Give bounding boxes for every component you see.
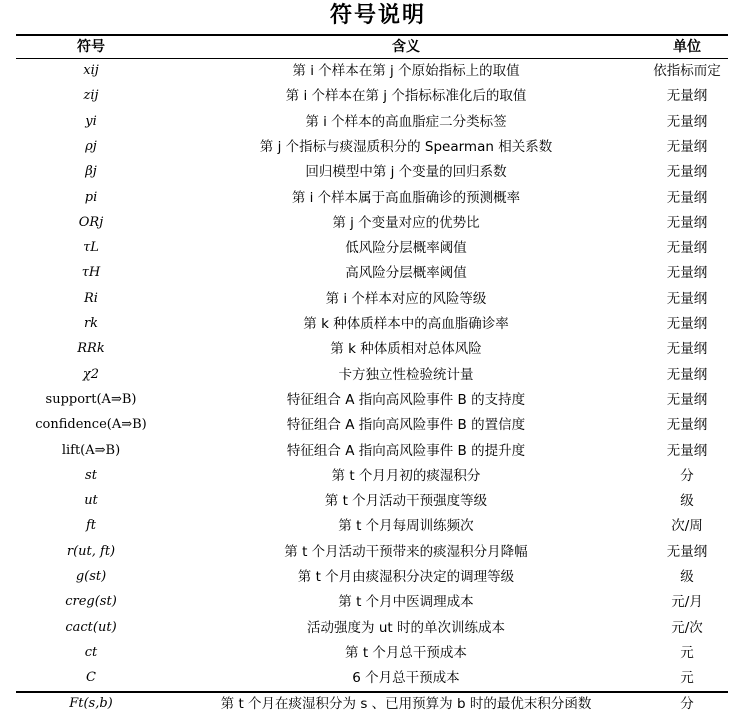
table-bottom-rule xyxy=(16,691,728,693)
unit-cell: 级 xyxy=(646,489,728,514)
table-row xyxy=(16,641,728,666)
meaning-cell: 第 t 个月每周训练频次 xyxy=(166,514,646,539)
meaning-cell: 第 t 个月由痰湿积分决定的调理等级 xyxy=(166,565,646,590)
meaning-cell: 第 j 个指标与痰湿质积分的 Spearman 相关系数 xyxy=(166,135,646,160)
table-row xyxy=(16,439,728,464)
unit-cell: 无量纲 xyxy=(646,211,728,236)
table-row xyxy=(16,616,728,641)
meaning-cell: 第 t 个月活动干预强度等级 xyxy=(166,489,646,514)
meaning-cell: 第 i 个样本属于高血脂确诊的预测概率 xyxy=(166,186,646,211)
symbol-cell: zij xyxy=(16,84,166,109)
symbol-cell: cact(ut) xyxy=(16,616,166,641)
table-row xyxy=(16,110,728,135)
meaning-cell: 第 i 个样本在第 j 个指标标准化后的取值 xyxy=(166,84,646,109)
meaning-cell: 高风险分层概率阈值 xyxy=(166,261,646,286)
table-row xyxy=(16,413,728,438)
unit-cell: 无量纲 xyxy=(646,363,728,388)
unit-cell: 无量纲 xyxy=(646,110,728,135)
symbol-cell: g(st) xyxy=(16,565,166,590)
table-row xyxy=(16,287,728,312)
meaning-cell: 第 i 个样本在第 j 个原始指标上的取值 xyxy=(166,59,646,84)
meaning-cell: 第 t 个月总干预成本 xyxy=(166,641,646,666)
meaning-cell: 特征组合 A 指向高风险事件 B 的提升度 xyxy=(166,439,646,464)
unit-cell: 依指标而定 xyxy=(646,59,728,84)
symbol-cell: yi xyxy=(16,110,166,135)
symbol-cell: pi xyxy=(16,186,166,211)
symbol-cell: βj xyxy=(16,160,166,185)
symbol-cell: τL xyxy=(16,236,166,261)
meaning-cell: 第 t 个月在痰湿积分为 s 、已用预算为 b 时的最优末积分函数 xyxy=(166,692,646,716)
table-row xyxy=(16,135,728,160)
unit-cell: 无量纲 xyxy=(646,413,728,438)
meaning-cell: 第 i 个样本的高血脂症二分类标签 xyxy=(166,110,646,135)
unit-cell: 无量纲 xyxy=(646,337,728,362)
unit-cell: 无量纲 xyxy=(646,388,728,413)
unit-cell: 无量纲 xyxy=(646,236,728,261)
symbol-cell: creg(st) xyxy=(16,590,166,615)
symbol-cell: ct xyxy=(16,641,166,666)
unit-cell: 无量纲 xyxy=(646,186,728,211)
symbol-cell: ut xyxy=(16,489,166,514)
unit-cell: 元/月 xyxy=(646,590,728,615)
symbol-cell: xij xyxy=(16,59,166,84)
meaning-cell: 回归模型中第 j 个变量的回归系数 xyxy=(166,160,646,185)
symbol-cell: ORj xyxy=(16,211,166,236)
unit-cell: 元 xyxy=(646,666,728,691)
table-row xyxy=(16,565,728,590)
meaning-cell: 第 t 个月中医调理成本 xyxy=(166,590,646,615)
header-unit: 单位 xyxy=(646,36,728,58)
meaning-cell: 特征组合 A 指向高风险事件 B 的支持度 xyxy=(166,388,646,413)
table-row xyxy=(16,514,728,539)
meaning-cell: 第 t 个月活动干预带来的痰湿积分月降幅 xyxy=(166,540,646,565)
table-row xyxy=(16,363,728,388)
symbol-cell: rk xyxy=(16,312,166,337)
unit-cell: 无量纲 xyxy=(646,261,728,286)
symbol-cell: τH xyxy=(16,261,166,286)
unit-cell: 无量纲 xyxy=(646,439,728,464)
symbol-cell: C xyxy=(16,666,166,691)
symbol-cell: support(A⇒B) xyxy=(16,388,166,413)
symbol-cell: Ri xyxy=(16,287,166,312)
table-row xyxy=(16,666,728,691)
table-row xyxy=(16,692,728,716)
meaning-cell: 第 t 个月月初的痰湿积分 xyxy=(166,464,646,489)
meaning-cell: 活动强度为 ut 时的单次训练成本 xyxy=(166,616,646,641)
symbol-cell: st xyxy=(16,464,166,489)
unit-cell: 次/周 xyxy=(646,514,728,539)
table-row xyxy=(16,236,728,261)
symbol-cell: r(ut, ft) xyxy=(16,540,166,565)
table-header-row xyxy=(16,36,728,58)
symbol-cell: confidence(A⇒B) xyxy=(16,413,166,438)
unit-cell: 无量纲 xyxy=(646,160,728,185)
table-row xyxy=(16,489,728,514)
unit-cell: 分 xyxy=(646,692,728,716)
table-row xyxy=(16,211,728,236)
unit-cell: 无量纲 xyxy=(646,135,728,160)
table-row xyxy=(16,464,728,489)
page-title: 符号说明 xyxy=(0,0,756,32)
meaning-cell: 卡方独立性检验统计量 xyxy=(166,363,646,388)
table-row xyxy=(16,84,728,109)
table-row xyxy=(16,160,728,185)
meaning-cell: 特征组合 A 指向高风险事件 B 的置信度 xyxy=(166,413,646,438)
meaning-cell: 第 j 个变量对应的优势比 xyxy=(166,211,646,236)
table-row xyxy=(16,312,728,337)
unit-cell: 无量纲 xyxy=(646,540,728,565)
unit-cell: 无量纲 xyxy=(646,312,728,337)
meaning-cell: 第 i 个样本对应的风险等级 xyxy=(166,287,646,312)
table-row xyxy=(16,337,728,362)
symbol-cell: ρj xyxy=(16,135,166,160)
meaning-cell: 第 k 种体质相对总体风险 xyxy=(166,337,646,362)
unit-cell: 元 xyxy=(646,641,728,666)
symbol-cell: lift(A⇒B) xyxy=(16,439,166,464)
table-row xyxy=(16,261,728,286)
meaning-cell: 第 k 种体质样本中的高血脂确诊率 xyxy=(166,312,646,337)
unit-cell: 元/次 xyxy=(646,616,728,641)
unit-cell: 分 xyxy=(646,464,728,489)
table-row xyxy=(16,388,728,413)
header-meaning: 含义 xyxy=(166,36,646,58)
symbol-cell: Ft(s,b) xyxy=(16,692,166,716)
unit-cell: 无量纲 xyxy=(646,84,728,109)
unit-cell: 无量纲 xyxy=(646,287,728,312)
table-row xyxy=(16,59,728,84)
unit-cell: 级 xyxy=(646,565,728,590)
table-row xyxy=(16,590,728,615)
table-row xyxy=(16,186,728,211)
table-row xyxy=(16,540,728,565)
meaning-cell: 6 个月总干预成本 xyxy=(166,666,646,691)
symbol-cell: RRk xyxy=(16,337,166,362)
header-symbol: 符号 xyxy=(16,36,166,58)
meaning-cell: 低风险分层概率阈值 xyxy=(166,236,646,261)
symbol-cell: χ2 xyxy=(16,363,166,388)
symbol-cell: ft xyxy=(16,514,166,539)
